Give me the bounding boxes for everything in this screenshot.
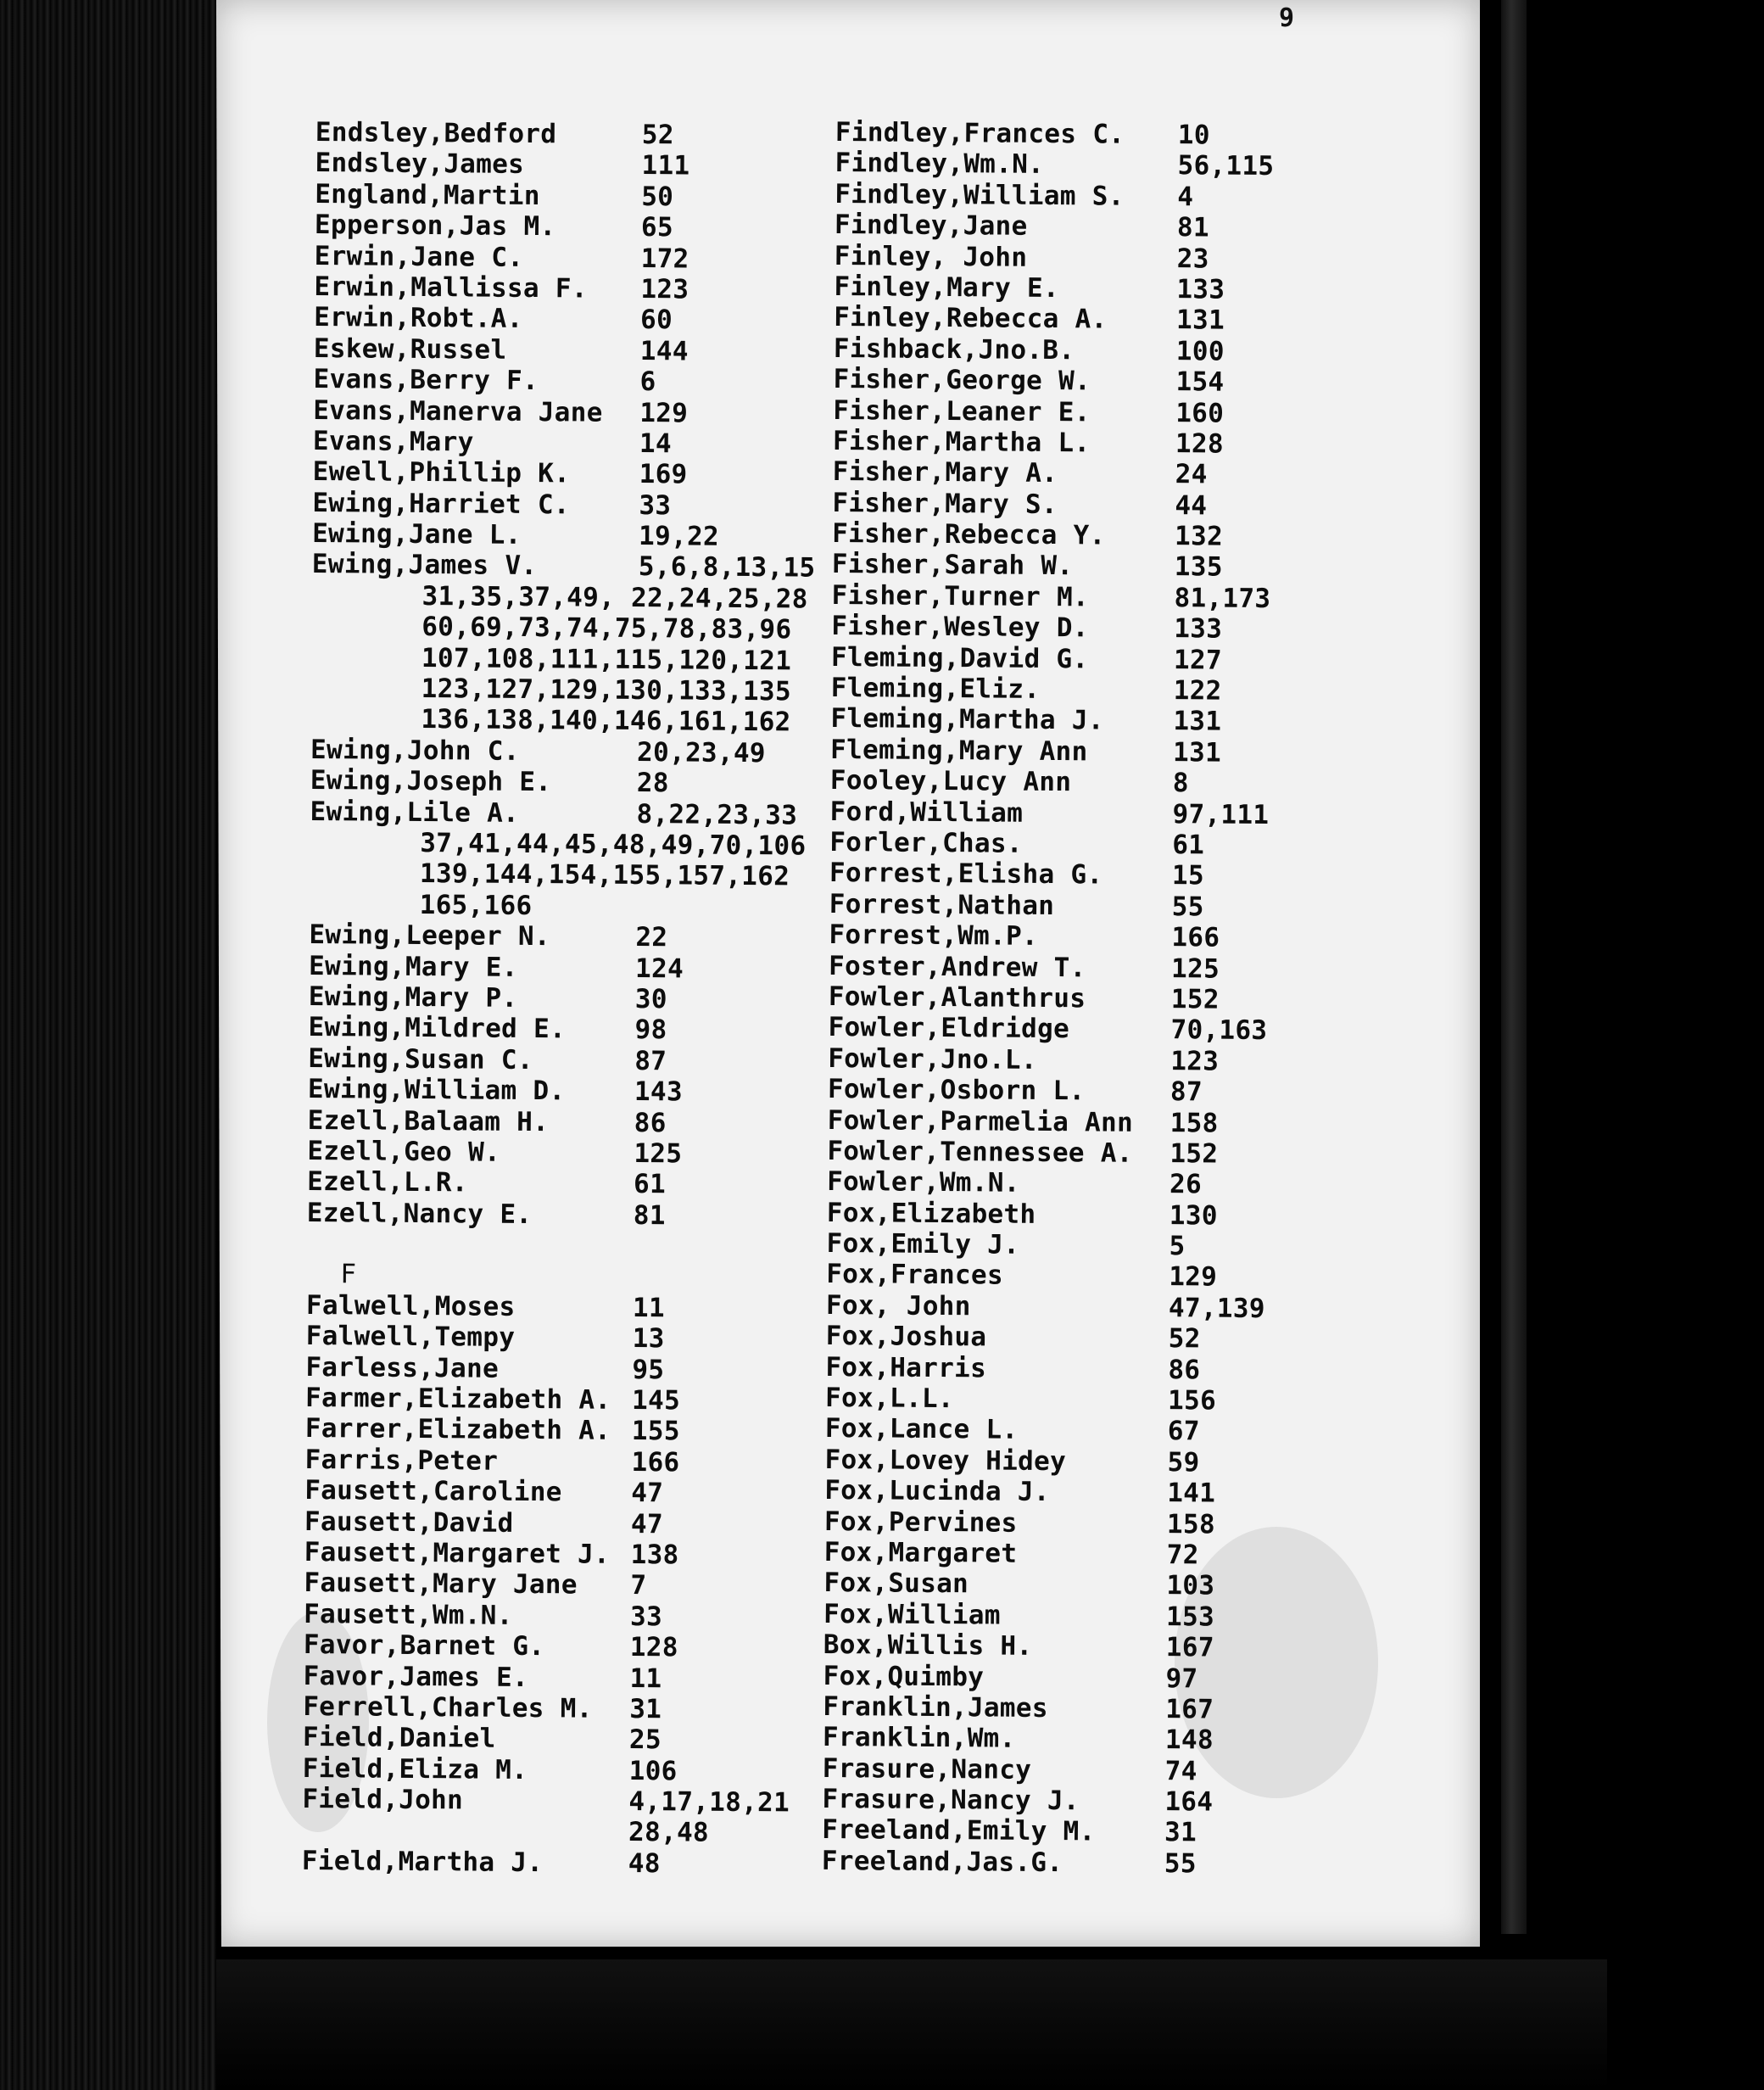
entry-pages: 56,115 [1177, 150, 1275, 182]
entry-name: Forler,Chas. [829, 826, 1023, 859]
entry-pages: 87 [634, 1045, 667, 1077]
entry-pages: 8 [1172, 768, 1189, 799]
entry-pages: 98 [634, 1014, 667, 1046]
entry-name: Erwin,Jane C. [314, 240, 524, 273]
entry-pages: 19,22 [638, 521, 720, 552]
entry-pages: 33 [629, 1601, 663, 1633]
scan-border-left [0, 0, 216, 2090]
entry-name: Fox,Joshua [825, 1321, 987, 1353]
entry-name: Ewing,Mary E. [309, 950, 518, 983]
entry-pages: 111 [641, 150, 690, 182]
entry-name: Field,Martha J. [301, 1845, 544, 1879]
entry-pages: 144 [639, 335, 689, 367]
entry-pages: 152 [1169, 1138, 1219, 1170]
entry-pages: 127 [1173, 644, 1223, 676]
entry-name: Ford,William [829, 796, 1024, 829]
entry-name: Ezell,L.R. [306, 1166, 468, 1199]
entry-pages: 26 [1169, 1169, 1203, 1200]
entry-pages: 131 [1173, 706, 1222, 738]
entry-pages: 22 [635, 922, 668, 953]
entry-pages: 139,144,154,155,157,162 [419, 858, 790, 892]
entry-name: Forrest,Elisha G. [829, 858, 1103, 891]
entry-pages: 103 [1166, 1570, 1215, 1601]
entry-pages: 143 [634, 1076, 684, 1108]
entry-name: Fausett,David [304, 1506, 514, 1539]
entry-pages: 61 [633, 1169, 667, 1200]
entry-name: Evans,Berry F. [313, 364, 539, 397]
entry-pages: 65 [640, 212, 674, 243]
entry-pages: 135 [1174, 551, 1223, 584]
entry-name: Fisher,Rebecca Y. [832, 518, 1106, 551]
entry-pages: 67 [1167, 1416, 1200, 1447]
entry-name: Forrest,Nathan [829, 888, 1055, 921]
entry-name: Findley,William S. [835, 178, 1125, 212]
entry-pages: 23 [1176, 243, 1209, 275]
entry-pages: 148 [1164, 1724, 1214, 1756]
entry-name: Field,Daniel [302, 1722, 496, 1755]
entry-name: Findley,Wm.N. [835, 148, 1045, 181]
entry-pages: 11 [629, 1662, 662, 1694]
entry-name: Fowler,Wm.N. [826, 1166, 1020, 1199]
entry-pages: 81,173 [1174, 583, 1271, 614]
entry-pages: 172 [640, 243, 689, 275]
entry-pages: 158 [1169, 1107, 1219, 1139]
entry-name: Fox,Emily J. [826, 1228, 1020, 1260]
entry-pages: 5 [1169, 1231, 1186, 1262]
entry-pages: 55 [1171, 891, 1204, 923]
entry-pages: 4 [1177, 181, 1194, 213]
entry-name: Ewing,Susan C. [308, 1042, 533, 1076]
entry-pages: 74 [1164, 1755, 1197, 1787]
entry-name: Field,John [302, 1784, 464, 1816]
entry-pages: 11 [632, 1292, 666, 1324]
entry-pages: 47 [630, 1508, 664, 1540]
entry-pages: 129 [639, 397, 689, 428]
entry-pages: 59 [1167, 1446, 1200, 1478]
entry-pages: 15 [1171, 860, 1205, 891]
entry-name: Forrest,Wm.P. [829, 919, 1039, 953]
entry-pages: 123 [640, 273, 689, 305]
entry-name: Fox,Susan [823, 1568, 969, 1600]
entry-name: Finley, John [834, 240, 1028, 273]
entry-pages: 55 [1164, 1847, 1197, 1880]
entry-name: Fox,Lucinda J. [824, 1475, 1050, 1508]
entry-name: Fox,L.L. [824, 1382, 954, 1415]
scan-border-bottom [216, 1959, 1607, 2090]
entry-name: Ewing,William D. [307, 1074, 566, 1107]
entry-pages: 37,41,44,45,48,49,70,106 [420, 827, 807, 862]
entry-pages: 166 [1171, 922, 1220, 953]
entry-name: Fleming,Eliz. [830, 673, 1041, 705]
entry-name: Ewing,John C. [310, 734, 520, 767]
entry-pages: 122 [1173, 675, 1222, 707]
entry-pages: 20,23,49 [636, 736, 766, 769]
entry-name: Fooley,Lucy Ann [829, 765, 1072, 798]
entry-pages: 28,48 [628, 1817, 710, 1849]
entry-pages: 156 [1167, 1385, 1217, 1417]
entry-name: Fisher,George W. [833, 364, 1091, 397]
entry-name: Fowler,Tennessee A. [827, 1135, 1133, 1169]
entry-name: Fowler,Osborn L. [827, 1074, 1086, 1107]
entry-name: Ezell,Nancy E. [306, 1197, 533, 1230]
entry-pages: 5,6,8,13,15 [638, 551, 816, 584]
entry-name: Fox,Lance L. [824, 1413, 1019, 1446]
entry-name: Fowler,Parmelia Ann [827, 1104, 1134, 1138]
entry-pages: 86 [1168, 1354, 1201, 1386]
entry-name: Fox,Elizabeth [826, 1197, 1036, 1230]
entry-name: Ewing,Leeper N. [309, 919, 551, 953]
entry-pages: 14 [639, 428, 673, 460]
entry-name: Farless,Jane [305, 1351, 500, 1384]
page-number: 9 [1279, 3, 1295, 33]
entry-pages: 6 [639, 366, 656, 398]
entry-name: Farrer,Elizabeth A. [304, 1413, 611, 1447]
entry-pages: 133 [1174, 613, 1223, 645]
entry-pages: 128 [1175, 428, 1225, 460]
entry-name: Freeland,Jas.G. [821, 1845, 1063, 1879]
entry-name: Ewing,Harriet C. [312, 487, 570, 521]
entry-name: Falwell,Moses [305, 1289, 516, 1322]
entry-name: Fleming,David G. [830, 641, 1089, 675]
entry-pages: 33 [639, 489, 672, 521]
entry-pages: 31 [629, 1693, 662, 1725]
entry-name: Fox,Margaret [823, 1536, 1018, 1569]
section-letter-label: F [340, 1259, 357, 1290]
entry-name: Fox,Harris [825, 1351, 987, 1384]
entry-pages: 10 [1177, 120, 1210, 151]
entry-pages: 167 [1165, 1694, 1214, 1725]
entry-name: Franklin,Wm. [822, 1722, 1016, 1755]
entry-name: Ewing,James V. [311, 549, 538, 582]
entry-name: Fowler,Alanthrus [828, 981, 1086, 1014]
entry-name: Box,Willis H. [823, 1629, 1033, 1662]
entry-pages: 125 [634, 1137, 683, 1170]
entry-name: Farmer,Elizabeth A. [304, 1382, 611, 1416]
entry-name: Ewing,Mary P. [308, 981, 518, 1014]
entry-pages: 30 [634, 983, 667, 1015]
entry-name: Fausett,Wm.N. [303, 1598, 513, 1631]
entry-name: Fausett,Caroline [304, 1475, 562, 1508]
entry-name: Fisher,Mary A. [832, 456, 1058, 489]
entry-pages: 132 [1174, 521, 1224, 552]
entry-pages: 60 [639, 305, 673, 336]
entry-name: Findley,Jane [834, 210, 1028, 242]
entry-pages: 152 [1170, 984, 1220, 1015]
entry-pages: 60,69,73,74,75,78,83,96 [421, 612, 792, 645]
entry-pages: 100 [1175, 335, 1225, 367]
entry-name: Fisher,Martha L. [832, 425, 1091, 459]
entry-pages: 50 [641, 181, 674, 213]
scan-binding-strip [1501, 0, 1527, 1934]
entry-pages: 48 [628, 1847, 661, 1880]
entry-name: Fishback,Jno.B. [833, 332, 1075, 366]
entry-pages: 97 [1165, 1662, 1198, 1694]
entry-pages: 138 [630, 1539, 679, 1571]
entry-name: Fox, John [825, 1289, 971, 1322]
entry-pages: 154 [1175, 366, 1225, 398]
entry-pages: 52 [641, 120, 674, 151]
entry-name: Fowler,Eldridge [828, 1012, 1070, 1045]
entry-name: Fowler,Jno.L. [828, 1042, 1037, 1076]
entry-name: Fisher,Turner M. [831, 579, 1090, 613]
entry-name: Erwin,Robt.A. [314, 302, 523, 335]
entry-pages: 86 [634, 1107, 667, 1138]
entry-name: Eskew,Russel [313, 332, 507, 366]
entry-pages: 13 [632, 1323, 665, 1355]
entry-name: Fisher,Leaner E. [833, 394, 1091, 428]
entry-pages: 169 [639, 459, 688, 490]
entry-pages: 133 [1176, 274, 1225, 305]
entry-pages: 123 [1170, 1045, 1220, 1077]
entry-pages: 131 [1172, 736, 1222, 768]
entry-pages: 28 [636, 768, 669, 799]
entry-name: Erwin,Mallissa F. [314, 271, 588, 305]
entry-pages: 107,108,111,115,120,121 [421, 642, 792, 677]
entry-name: Evans,Manerva Jane [313, 394, 603, 428]
entry-name: Endsley,Bedford [315, 117, 557, 150]
entry-name: Ewing,Mildred E. [308, 1012, 567, 1045]
entry-name: Fisher,Mary S. [832, 487, 1058, 520]
entry-pages: 24 [1175, 459, 1208, 490]
entry-pages: 61 [1172, 830, 1205, 861]
entry-name: Fisher,Wesley D. [831, 611, 1089, 644]
entry-name: Ezell,Geo W. [307, 1135, 501, 1168]
entry-name: Frasure,Nancy J. [822, 1784, 1080, 1817]
entry-pages: 167 [1165, 1632, 1214, 1663]
entry-pages: 123,127,129,130,133,135 [421, 673, 792, 707]
entry-name: Favor,James E. [303, 1660, 529, 1693]
entry-pages: 47,139 [1168, 1292, 1265, 1324]
entry-pages: 125 [1170, 953, 1220, 985]
entry-name: Epperson,Jas M. [314, 210, 556, 243]
entry-name: Ewing,Jane L. [312, 518, 522, 550]
entry-pages: 141 [1167, 1478, 1216, 1509]
entry-pages: 4,17,18,21 [628, 1786, 790, 1819]
entry-pages: 44 [1175, 489, 1208, 522]
entry-name: Fausett,Mary Jane [304, 1568, 578, 1601]
entry-pages: 136,138,140,146,161,162 [421, 704, 791, 738]
entry-name: Field,Eliza M. [302, 1752, 528, 1785]
entry-name: Falwell,Tempy [305, 1321, 516, 1354]
entry-name: Ferrell,Charles M. [303, 1690, 593, 1724]
entry-pages: 158 [1166, 1508, 1216, 1540]
entry-name: Farris,Peter [304, 1444, 499, 1477]
entry-pages: 52 [1168, 1323, 1201, 1355]
entry-name: Ewell,Phillip K. [312, 456, 571, 489]
entry-pages: 47 [631, 1478, 664, 1509]
entry-name: Findley,Frances C. [835, 117, 1125, 150]
entry-name: England,Martin [315, 178, 540, 211]
entry-pages: 155 [631, 1416, 680, 1447]
entry-pages: 81 [1176, 212, 1210, 243]
entry-name: Franklin,James [823, 1690, 1048, 1724]
entry-pages: 95 [632, 1354, 665, 1385]
entry-pages: 165,166 [419, 889, 533, 921]
entry-name: Fox,Quimby [823, 1660, 985, 1692]
entry-pages: 8,22,23,33 [636, 798, 798, 831]
entry-pages: 160 [1175, 397, 1225, 429]
entry-name: Ezell,Balaam H. [307, 1104, 550, 1137]
entry-name: Fox,Pervines [823, 1506, 1018, 1539]
entry-pages: 129 [1169, 1261, 1218, 1294]
entry-name: Finley,Rebecca A. [834, 302, 1108, 335]
entry-pages: 145 [631, 1384, 681, 1417]
entry-name: Frasure,Nancy [822, 1752, 1032, 1785]
entry-pages: 106 [628, 1755, 678, 1787]
entry-name: Fisher,Sarah W. [831, 549, 1074, 582]
entry-name: Freeland,Emily M. [821, 1814, 1096, 1847]
entry-name: Fox,Lovey Hidey [824, 1444, 1067, 1477]
entry-pages: 128 [629, 1632, 678, 1663]
entry-pages: 130 [1169, 1199, 1218, 1232]
entry-pages: 31 [1164, 1817, 1197, 1848]
entry-name: Ewing,Joseph E. [310, 765, 552, 798]
entry-pages: 7 [630, 1570, 647, 1601]
entry-pages: 87 [1169, 1076, 1203, 1108]
entry-pages: 25 [628, 1724, 662, 1756]
entry-pages: 131 [1175, 305, 1225, 336]
entry-name: Fox,Frances [826, 1259, 1004, 1292]
entry-name: Finley,Mary E. [834, 271, 1060, 305]
entry-name: Fausett,Margaret J. [304, 1536, 611, 1570]
entry-pages: 97,111 [1172, 798, 1270, 830]
entry-pages: 166 [631, 1446, 680, 1478]
entry-pages: 72 [1166, 1540, 1199, 1571]
entry-pages: 153 [1165, 1601, 1215, 1633]
entry-name: Favor,Barnet G. [303, 1629, 545, 1662]
entry-pages: 124 [634, 953, 684, 984]
entry-name: Ewing,Lile A. [310, 796, 520, 829]
entry-pages: 164 [1164, 1786, 1214, 1818]
entry-pages: 31,35,37,49, 22,24,25,28 [421, 580, 808, 615]
entry-name: Fleming,Mary Ann [830, 734, 1088, 768]
entry-name: Fleming,Martha J. [830, 703, 1104, 736]
entry-pages: 70,163 [1170, 1014, 1268, 1047]
entry-name: Evans,Mary [312, 425, 474, 458]
entry-name: Foster,Andrew T. [829, 950, 1086, 983]
entry-name: Endsley,James [315, 148, 525, 181]
entry-name: Fox,William [823, 1598, 1001, 1631]
entry-pages: 81 [633, 1199, 666, 1231]
